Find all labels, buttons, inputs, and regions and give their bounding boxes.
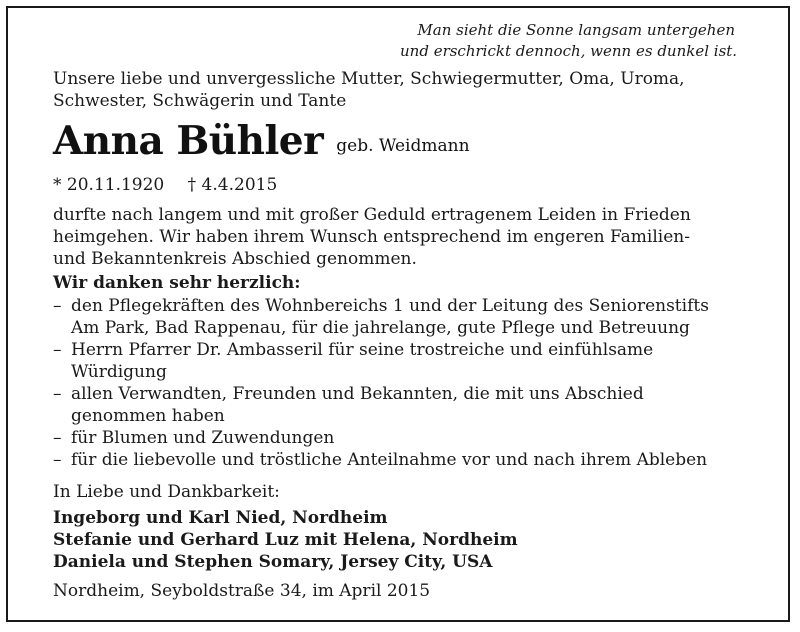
thanks-item-line: den Pflegekräften des Wohnbereichs 1 und der Leitung des Seniorenstifts bbox=[71, 296, 709, 316]
thanks-list bbox=[53, 295, 709, 471]
deceased-name-line bbox=[53, 118, 470, 164]
dash-bullet: – bbox=[53, 384, 62, 404]
thanks-item-line: für die liebevolle und tröstliche Anteilnahme vor und nach ihrem Ableben bbox=[71, 450, 708, 470]
life-dates bbox=[53, 174, 277, 196]
thanks-item bbox=[53, 383, 709, 427]
thanks-item-line: Am Park, Bad Rappenau, für die jahrelange, gute Pflege und Betreuung bbox=[71, 318, 690, 338]
signer: Daniela und Stephen Somary, Jersey City, USA bbox=[53, 552, 493, 572]
death-date: † 4.4.2015 bbox=[187, 175, 278, 195]
birth-date: * 20.11.1920 bbox=[53, 175, 165, 195]
maiden-name: geb. Weidmann bbox=[336, 136, 470, 156]
closing-phrase: In Liebe und Dankbarkeit: bbox=[53, 482, 280, 502]
intro-text bbox=[53, 68, 685, 112]
quote-line: und erschrickt dennoch, wenn es dunkel ist. bbox=[400, 42, 738, 60]
dash-bullet: – bbox=[53, 296, 62, 316]
thanks-item bbox=[53, 427, 709, 449]
thanks-item-line: genommen haben bbox=[71, 406, 225, 426]
message-line: und Bekanntenkreis Abschied genommen. bbox=[53, 249, 417, 269]
thanks-item bbox=[53, 339, 709, 383]
quote-line: Man sieht die Sonne langsam untergehen bbox=[417, 21, 735, 39]
thanks-item bbox=[53, 449, 709, 471]
deceased-name: Anna Bühler bbox=[53, 118, 324, 164]
dash-bullet: – bbox=[53, 428, 62, 448]
signer: Ingeborg und Karl Nied, Nordheim bbox=[53, 508, 388, 528]
signer: Stefanie und Gerhard Luz mit Helena, Nordheim bbox=[53, 530, 518, 550]
dash-bullet: – bbox=[53, 340, 62, 360]
message-line: heimgehen. Wir haben ihrem Wunsch entsprechend im engeren Familien- bbox=[53, 227, 690, 247]
intro-line: Unsere liebe und unvergessliche Mutter, Schwiegermutter, Oma, Uroma, bbox=[53, 69, 685, 89]
thanks-heading: Wir danken sehr herzlich: bbox=[53, 273, 301, 293]
address-date-footer: Nordheim, Seyboldstraße 34, im April 2015 bbox=[53, 581, 431, 601]
signers-list bbox=[53, 507, 518, 573]
thanks-item bbox=[53, 295, 709, 339]
thanks-item-line: Herrn Pfarrer Dr. Ambasseril für seine trostreiche und einfühlsame bbox=[71, 340, 654, 360]
thanks-item-line: Würdigung bbox=[71, 362, 167, 382]
intro-line: Schwester, Schwägerin und Tante bbox=[53, 91, 347, 111]
dash-bullet: – bbox=[53, 450, 62, 470]
message-line: durfte nach langem und mit großer Geduld ertragenem Leiden in Frieden bbox=[53, 205, 691, 225]
epigraph-quote bbox=[400, 20, 738, 62]
message-text bbox=[53, 204, 691, 270]
thanks-item-line: für Blumen und Zuwendungen bbox=[71, 428, 335, 448]
thanks-item-line: allen Verwandten, Freunden und Bekannten, die mit uns Abschied bbox=[71, 384, 644, 404]
